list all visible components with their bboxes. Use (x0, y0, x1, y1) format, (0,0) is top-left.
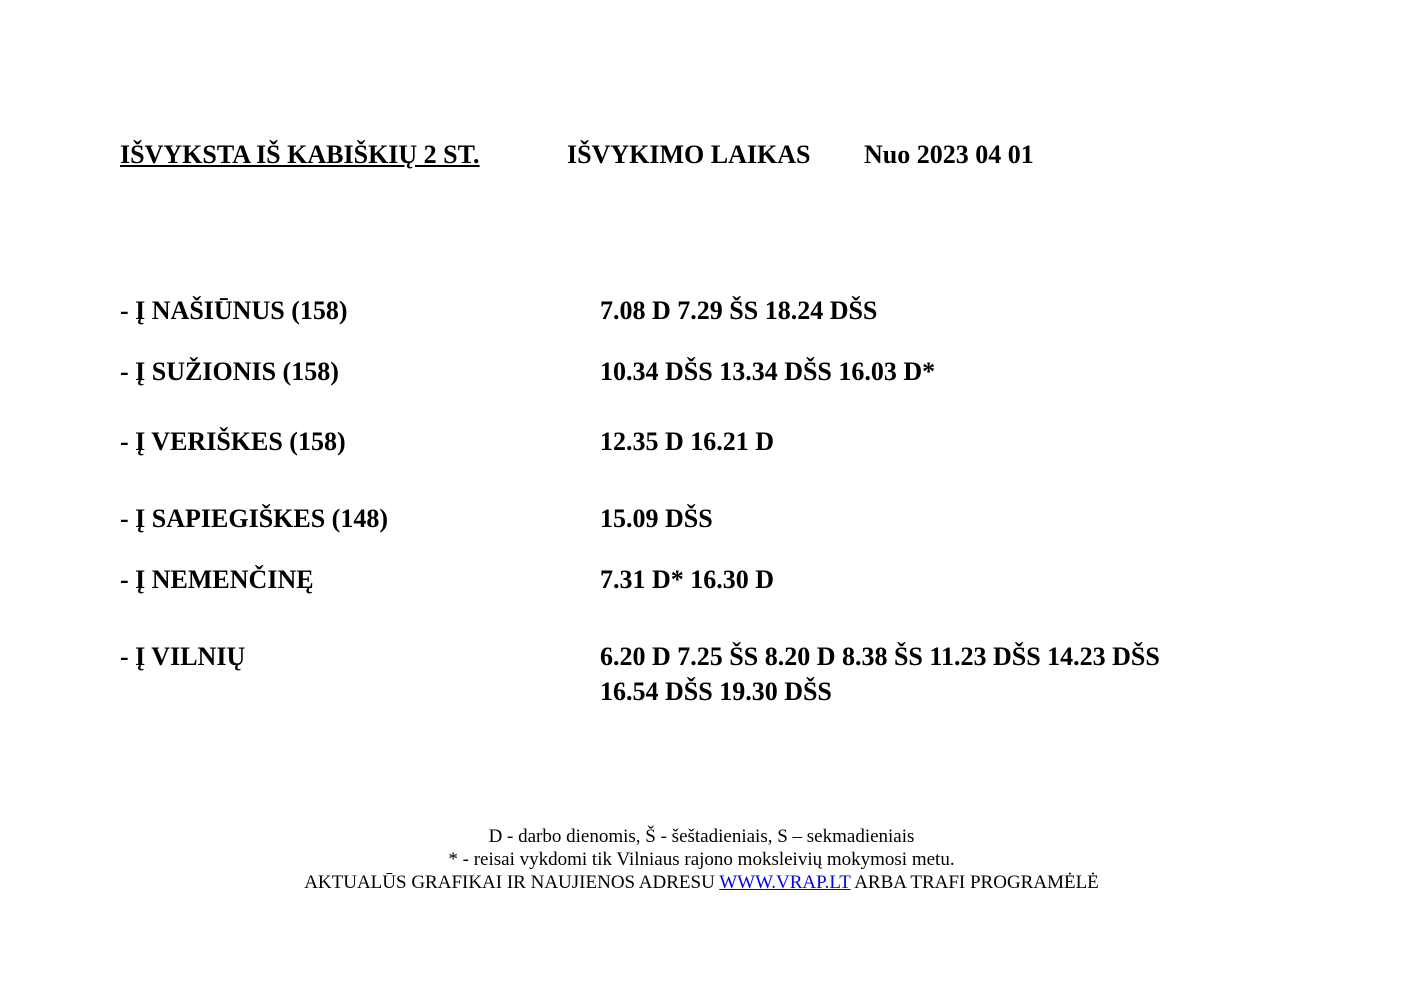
route-times (600, 562, 1200, 597)
route-times-line: 6.20 D 7.25 ŠS 8.20 D 8.38 ŠS 11.23 DŠS 14.23 DŠS (600, 642, 1160, 671)
route-times-line: 10.34 DŠS 13.34 DŠS 16.03 D* (600, 357, 936, 386)
route-destination: - Į VERIŠKES (158) (120, 427, 346, 456)
schedule-header (120, 140, 1034, 170)
route-times (600, 424, 1200, 459)
route-times-line: 12.35 D 16.21 D (600, 427, 775, 456)
route-destination: - Į SAPIEGIŠKES (148) (120, 504, 388, 533)
departure-time-label: IŠVYKIMO LAIKAS (567, 140, 811, 169)
route-times-line: 7.31 D* 16.30 D (600, 565, 775, 594)
route-times (600, 639, 1200, 709)
route-destination: - Į VILNIŲ (120, 642, 246, 671)
route-destination: - Į NAŠIŪNUS (158) (120, 296, 348, 325)
route-destination: - Į SUŽIONIS (158) (120, 357, 339, 386)
stop-name: IŠVYKSTA IŠ KABIŠKIŲ 2 ST. (120, 140, 480, 169)
website-link[interactable]: WWW.VRAP.LT (719, 872, 851, 893)
route-times-line: 16.54 DŠS 19.30 DŠS (600, 677, 832, 706)
route-times (600, 501, 1200, 536)
route-destination: - Į NEMENČINĘ (120, 565, 314, 594)
route-times (600, 354, 1200, 389)
legend-text: D - darbo dienomis, Š - šeštadieniais, S – sekmadieniais (488, 826, 915, 847)
route-times-line: 15.09 DŠS (600, 504, 713, 533)
route-times (600, 293, 1200, 328)
info-prefix: AKTUALŪS GRAFIKAI IR NAUJIENOS ADRESU (304, 872, 715, 893)
valid-from-date: Nuo 2023 04 01 (864, 140, 1034, 169)
info-suffix: ARBA TRAFI PROGRAMĖLĖ (854, 872, 1099, 893)
schedule-footer (0, 825, 1403, 894)
info-line (0, 871, 1403, 894)
route-times-line: 7.08 D 7.29 ŠS 18.24 DŠS (600, 296, 878, 325)
school-note-text: * - reisai vykdomi tik Vilniaus rajono moksleivių mokymosi metu. (448, 849, 955, 870)
